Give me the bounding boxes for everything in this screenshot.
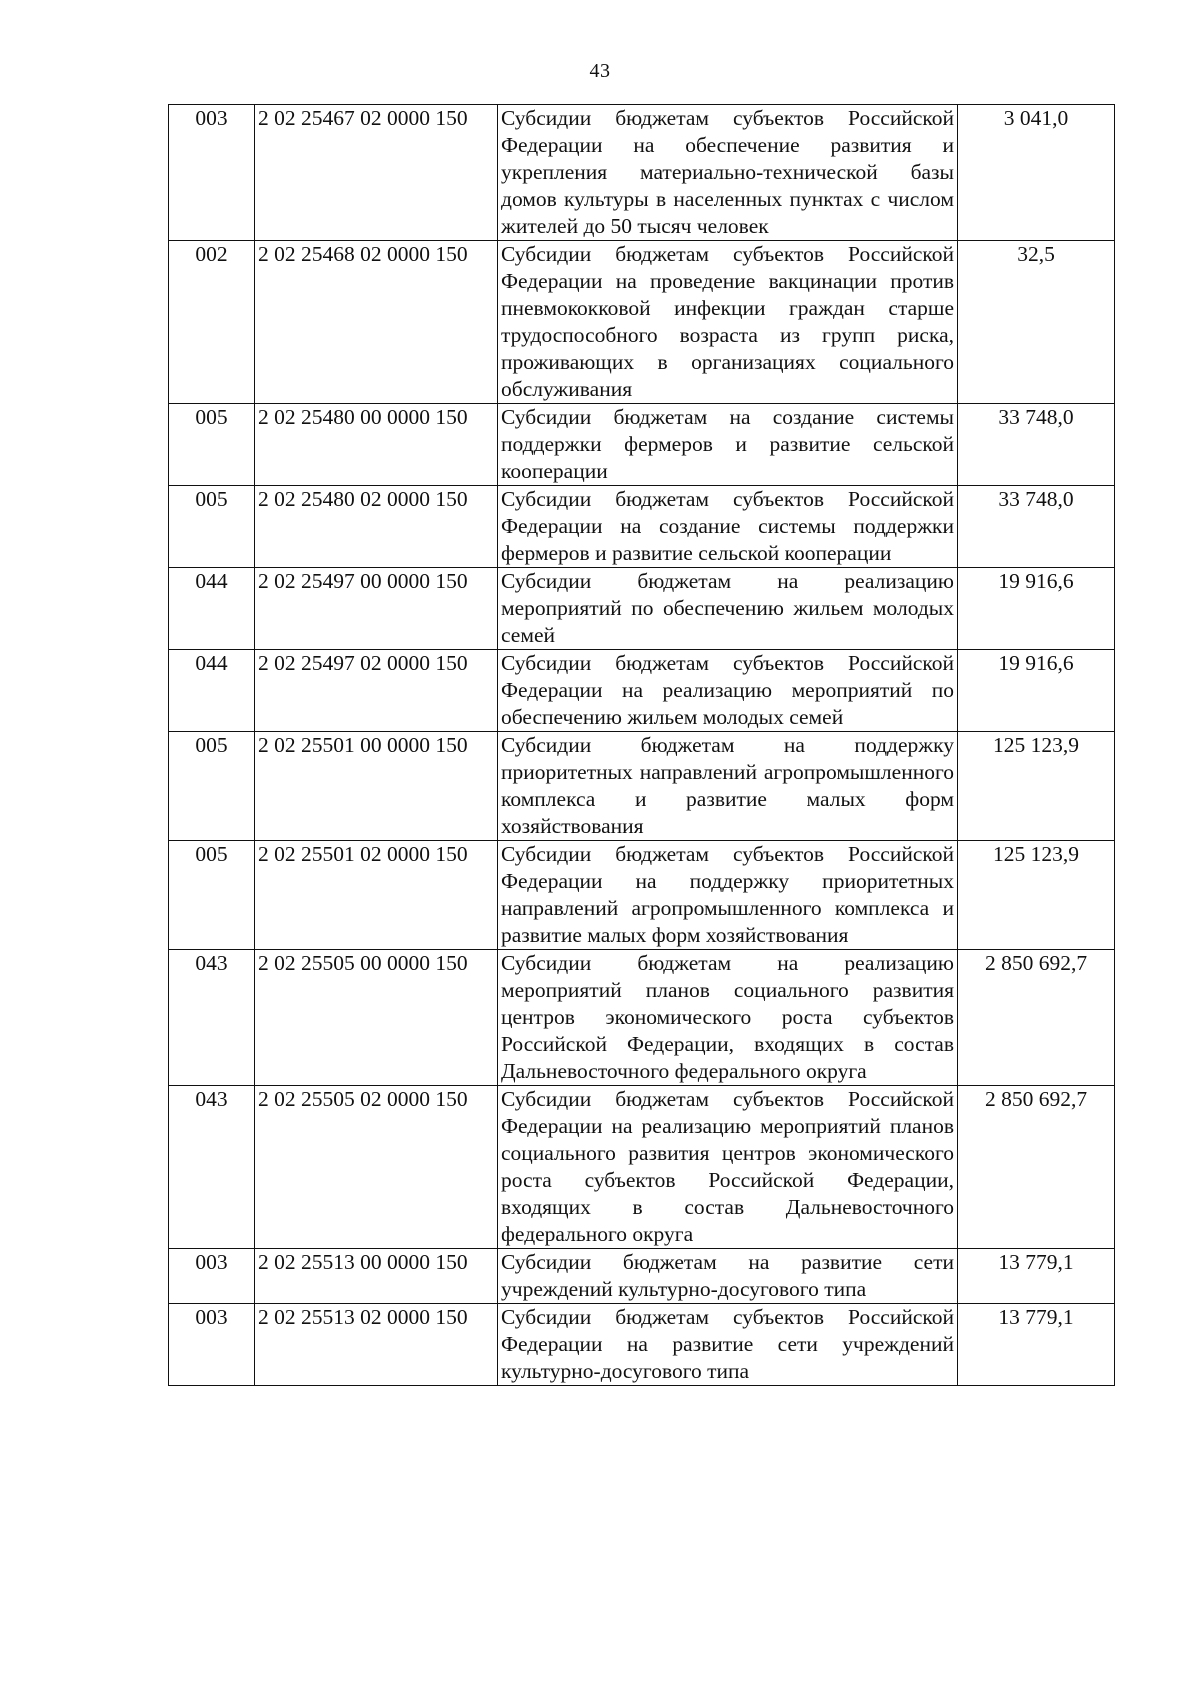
budget-code-cell: 2 02 25480 02 0000 150 bbox=[255, 486, 498, 568]
budget-code-cell: 2 02 25468 02 0000 150 bbox=[255, 241, 498, 404]
table-row bbox=[169, 950, 1115, 1086]
income-name-cell: Субсидии бюджетам на реализацию мероприятий планов социального развития центров экономического роста субъектов Российской Федерации, входящих в состав Дальневосточного федерального округа bbox=[498, 950, 958, 1086]
admin-code-cell: 003 bbox=[169, 1304, 255, 1386]
amount-cell: 125 123,9 bbox=[958, 841, 1115, 950]
admin-code-cell: 005 bbox=[169, 841, 255, 950]
table-row bbox=[169, 1086, 1115, 1249]
budget-code-cell: 2 02 25501 00 0000 150 bbox=[255, 732, 498, 841]
table-row bbox=[169, 568, 1115, 650]
income-name-cell: Субсидии бюджетам субъектов Российской Федерации на создание системы поддержки фермеров и развитие сельской кооперации bbox=[498, 486, 958, 568]
budget-code-cell: 2 02 25513 00 0000 150 bbox=[255, 1249, 498, 1304]
income-name-cell: Субсидии бюджетам субъектов Российской Федерации на обеспечение развития и укрепления материально-технической базы домов культуры в населенных пунктах с числом жителей до 50 тысяч человек bbox=[498, 105, 958, 241]
amount-cell: 125 123,9 bbox=[958, 732, 1115, 841]
income-name-cell: Субсидии бюджетам на развитие сети учреждений культурно-досугового типа bbox=[498, 1249, 958, 1304]
page-number: 43 bbox=[589, 60, 611, 82]
table-row bbox=[169, 841, 1115, 950]
admin-code-cell: 005 bbox=[169, 732, 255, 841]
admin-code-cell: 043 bbox=[169, 1086, 255, 1249]
amount-cell: 32,5 bbox=[958, 241, 1115, 404]
table-row bbox=[169, 486, 1115, 568]
income-name-cell: Субсидии бюджетам субъектов Российской Федерации на реализацию мероприятий по обеспечению жильем молодых семей bbox=[498, 650, 958, 732]
income-name-cell: Субсидии бюджетам субъектов Российской Федерации на поддержку приоритетных направлений агропромышленного комплекса и развитие малых форм хозяйствования bbox=[498, 841, 958, 950]
admin-code-cell: 044 bbox=[169, 568, 255, 650]
admin-code-cell: 005 bbox=[169, 404, 255, 486]
amount-cell: 19 916,6 bbox=[958, 650, 1115, 732]
amount-cell: 13 779,1 bbox=[958, 1304, 1115, 1386]
amount-cell: 13 779,1 bbox=[958, 1249, 1115, 1304]
amount-cell: 2 850 692,7 bbox=[958, 950, 1115, 1086]
income-name-cell: Субсидии бюджетам субъектов Российской Федерации на реализацию мероприятий планов социального развития центров экономического роста субъектов Российской Федерации, входящих в состав Дальневосточного федерального округа bbox=[498, 1086, 958, 1249]
income-name-cell: Субсидии бюджетам на реализацию мероприятий по обеспечению жильем молодых семей bbox=[498, 568, 958, 650]
admin-code-cell: 003 bbox=[169, 105, 255, 241]
admin-code-cell: 002 bbox=[169, 241, 255, 404]
table-row bbox=[169, 650, 1115, 732]
admin-code-cell: 043 bbox=[169, 950, 255, 1086]
admin-code-cell: 005 bbox=[169, 486, 255, 568]
income-name-cell: Субсидии бюджетам на создание системы поддержки фермеров и развитие сельской кооперации bbox=[498, 404, 958, 486]
budget-table-body bbox=[169, 105, 1115, 1386]
table-row bbox=[169, 404, 1115, 486]
budget-code-cell: 2 02 25497 02 0000 150 bbox=[255, 650, 498, 732]
table-row bbox=[169, 732, 1115, 841]
income-name-cell: Субсидии бюджетам субъектов Российской Федерации на проведение вакцинации против пневмококковой инфекции граждан старше трудоспособного возраста из групп риска, проживающих в организациях социального обслуживания bbox=[498, 241, 958, 404]
amount-cell: 19 916,6 bbox=[958, 568, 1115, 650]
budget-table bbox=[168, 104, 1115, 1386]
budget-code-cell: 2 02 25497 00 0000 150 bbox=[255, 568, 498, 650]
table-row bbox=[169, 1249, 1115, 1304]
income-name-cell: Субсидии бюджетам на поддержку приоритетных направлений агропромышленного комплекса и развитие малых форм хозяйствования bbox=[498, 732, 958, 841]
budget-code-cell: 2 02 25513 02 0000 150 bbox=[255, 1304, 498, 1386]
table-row bbox=[169, 105, 1115, 241]
amount-cell: 3 041,0 bbox=[958, 105, 1115, 241]
budget-code-cell: 2 02 25501 02 0000 150 bbox=[255, 841, 498, 950]
income-name-cell: Субсидии бюджетам субъектов Российской Федерации на развитие сети учреждений культурно-досугового типа bbox=[498, 1304, 958, 1386]
budget-code-cell: 2 02 25505 02 0000 150 bbox=[255, 1086, 498, 1249]
budget-code-cell: 2 02 25467 02 0000 150 bbox=[255, 105, 498, 241]
amount-cell: 2 850 692,7 bbox=[958, 1086, 1115, 1249]
admin-code-cell: 003 bbox=[169, 1249, 255, 1304]
admin-code-cell: 044 bbox=[169, 650, 255, 732]
amount-cell: 33 748,0 bbox=[958, 486, 1115, 568]
budget-code-cell: 2 02 25480 00 0000 150 bbox=[255, 404, 498, 486]
budget-code-cell: 2 02 25505 00 0000 150 bbox=[255, 950, 498, 1086]
amount-cell: 33 748,0 bbox=[958, 404, 1115, 486]
table-row bbox=[169, 241, 1115, 404]
table-row bbox=[169, 1304, 1115, 1386]
